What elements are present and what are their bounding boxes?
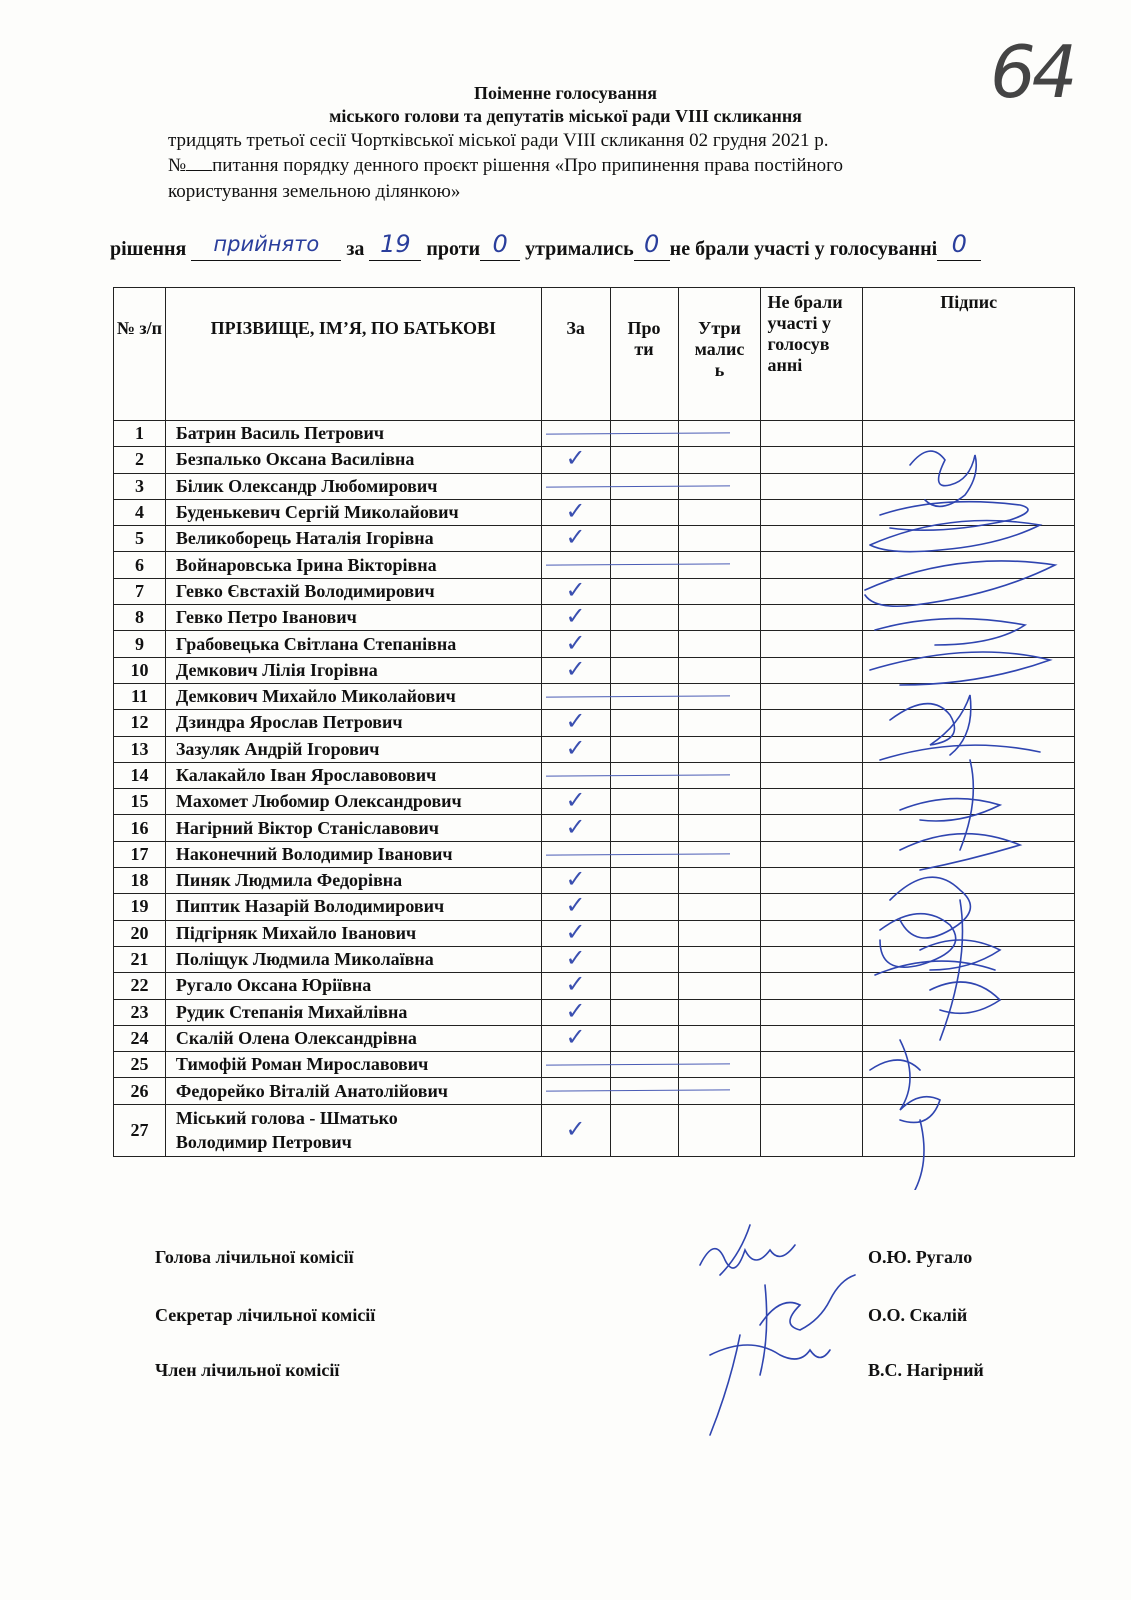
- header-signature: Підпис: [863, 288, 1075, 421]
- not-voted-cell: [761, 894, 863, 920]
- vote-for-cell: [541, 552, 610, 578]
- not-voted-cell: [761, 973, 863, 999]
- checkmark-icon: ✓: [565, 575, 586, 604]
- row-number: 8: [114, 605, 166, 631]
- not-voted-cell: [761, 841, 863, 867]
- not-voted-cell: [761, 657, 863, 683]
- vote-for-cell: [541, 917, 610, 946]
- not-voted-cell: [761, 683, 863, 709]
- checkmark-icon: ✓: [565, 602, 586, 631]
- decision-label: рішення: [110, 238, 187, 260]
- abstained-label: утримались: [525, 238, 634, 260]
- vote-against-cell: [610, 999, 678, 1025]
- checkmark-icon: ✓: [565, 865, 586, 894]
- vote-abstained-cell: [678, 552, 761, 578]
- vote-abstained-cell: [678, 578, 761, 604]
- deputy-name: Рудик Степанія Михайлівна: [165, 999, 541, 1025]
- against-count: 0: [492, 230, 508, 258]
- not-voted-cell: [761, 710, 863, 736]
- vote-against-cell: [610, 447, 678, 473]
- decision-value: прийнято: [213, 232, 320, 256]
- header-against: Про ти: [610, 288, 678, 421]
- checkmark-icon: ✓: [565, 891, 586, 920]
- row-number: 23: [114, 999, 166, 1025]
- row-number: 5: [114, 526, 166, 552]
- vote-for-cell: [541, 421, 610, 447]
- commission-signatures: [690, 1215, 860, 1445]
- not-voted-count: 0: [951, 230, 967, 258]
- deputy-name: Підгірняк Михайло Іванович: [165, 920, 541, 946]
- agenda-item-line: [168, 155, 1076, 177]
- row-number: 21: [114, 946, 166, 972]
- not-voted-cell: [761, 421, 863, 447]
- session-line: тридцять третьої сесії Чортківської міської ради VIII скликання 02 грудня 2021 р.: [168, 130, 829, 151]
- deputy-name: Скалій Олена Олександрівна: [165, 1025, 541, 1051]
- vote-for-cell: [541, 1052, 610, 1078]
- vote-for-cell: [541, 1022, 610, 1051]
- deputy-name: Гевко Петро Іванович: [165, 605, 541, 631]
- not-voted-cell: [761, 946, 863, 972]
- checkmark-icon: ✓: [565, 944, 586, 973]
- row-number: 19: [114, 894, 166, 920]
- not-voted-cell: [761, 605, 863, 631]
- vote-for-cell: [541, 1104, 610, 1156]
- chair-name: О.Ю. Ругало: [868, 1247, 973, 1267]
- vote-against-cell: [610, 552, 678, 578]
- vote-for-cell: [541, 733, 610, 762]
- checkmark-icon: ✓: [565, 707, 586, 736]
- vote-against-cell: [610, 920, 678, 946]
- vote-abstained-cell: [678, 1078, 761, 1104]
- row-number: 20: [114, 920, 166, 946]
- row-number: 6: [114, 552, 166, 578]
- deputy-name: Нагірний Віктор Станіславович: [165, 815, 541, 841]
- deputy-name: Махомет Любомир Олександрович: [165, 789, 541, 815]
- deputy-name: Великоборець Наталія Ігорівна: [165, 526, 541, 552]
- not-voted-cell: [761, 552, 863, 578]
- not-voted-cell: [761, 815, 863, 841]
- vote-for-cell: [541, 1078, 610, 1104]
- row-number: 13: [114, 736, 166, 762]
- row-number: 14: [114, 762, 166, 788]
- secretary-label: Секретар лічильної комісії: [155, 1305, 376, 1325]
- vote-for-cell: [541, 946, 610, 972]
- not-voted-cell: [761, 447, 863, 473]
- vote-for-cell: [541, 499, 610, 525]
- not-voted-label: не брали участі у голосуванні: [669, 238, 938, 260]
- row-number: 27: [114, 1104, 166, 1156]
- deputy-name: Дзиндра Ярослав Петрович: [165, 710, 541, 736]
- vote-against-cell: [610, 973, 678, 999]
- vote-for-cell: [541, 812, 610, 841]
- deputy-name: Поліщук Людмила Миколаївна: [165, 946, 541, 972]
- checkmark-icon: ✓: [565, 733, 586, 762]
- deputy-name: Наконечний Володимир Іванович: [165, 841, 541, 867]
- vote-for-cell: [541, 473, 610, 499]
- checkmark-icon: ✓: [565, 812, 586, 841]
- deputy-name: Буденькевич Сергій Миколайович: [165, 499, 541, 525]
- vote-abstained-cell: [678, 657, 761, 683]
- vote-abstained-cell: [678, 421, 761, 447]
- vote-abstained-cell: [678, 631, 761, 657]
- not-voted-cell: [761, 631, 863, 657]
- not-voted-cell: [761, 1078, 863, 1104]
- vote-abstained-cell: [678, 946, 761, 972]
- checkmark-icon: ✓: [565, 628, 586, 657]
- row-number: 15: [114, 789, 166, 815]
- row-number: 26: [114, 1078, 166, 1104]
- row-number: 3: [114, 473, 166, 499]
- row-number: 10: [114, 657, 166, 683]
- vote-for-cell: [541, 575, 610, 604]
- vote-abstained-cell: [678, 736, 761, 762]
- not-voted-cell: [761, 868, 863, 894]
- deputy-name: Батрин Василь Петрович: [165, 421, 541, 447]
- deputy-name: Міський голова - Шматько Володимир Петрович: [165, 1104, 541, 1156]
- vote-against-cell: [610, 526, 678, 552]
- vote-for-cell: [541, 444, 610, 473]
- vote-against-cell: [610, 894, 678, 920]
- row-number: 24: [114, 1025, 166, 1051]
- row-number: 12: [114, 710, 166, 736]
- row-number: 18: [114, 868, 166, 894]
- checkmark-icon: ✓: [565, 917, 586, 946]
- vote-for-cell: [541, 628, 610, 657]
- vote-against-cell: [610, 789, 678, 815]
- vote-for-cell: [541, 654, 610, 683]
- header-abstained: Утри малис ь: [678, 288, 761, 421]
- page-number: 64: [990, 30, 1074, 114]
- checkmark-icon: ✓: [565, 497, 586, 526]
- vote-for-cell: [541, 841, 610, 867]
- checkmark-icon: ✓: [565, 1022, 586, 1051]
- item-number-blank: [186, 170, 212, 171]
- deputy-name: Пиняк Людмила Федорівна: [165, 868, 541, 894]
- not-voted-cell: [761, 999, 863, 1025]
- vote-against-cell: [610, 710, 678, 736]
- header-name: ПРІЗВИЩЕ, ІМ’Я, ПО БАТЬКОВІ: [165, 288, 541, 421]
- vote-abstained-cell: [678, 499, 761, 525]
- vote-abstained-cell: [678, 1025, 761, 1051]
- deputy-name: Пиптик Назарій Володимирович: [165, 894, 541, 920]
- agenda-item-line-cont: користування земельною ділянкою»: [168, 181, 461, 202]
- checkmark-icon: ✓: [565, 996, 586, 1025]
- not-voted-cell: [761, 736, 863, 762]
- not-voted-cell: [761, 499, 863, 525]
- vote-abstained-cell: [678, 894, 761, 920]
- for-label: за: [346, 238, 365, 260]
- deputy-name: Білик Олександр Любомирович: [165, 473, 541, 499]
- vote-against-cell: [610, 605, 678, 631]
- vote-abstained-cell: [678, 973, 761, 999]
- not-voted-cell: [761, 920, 863, 946]
- row-number: 25: [114, 1052, 166, 1078]
- vote-abstained-cell: [678, 815, 761, 841]
- deputy-name: Демкович Михайло Миколайович: [165, 683, 541, 709]
- vote-for-cell: [541, 865, 610, 894]
- not-voted-cell: [761, 1104, 863, 1156]
- row-number: 11: [114, 683, 166, 709]
- deputy-name: Демкович Лілія Ігорівна: [165, 657, 541, 683]
- vote-against-cell: [610, 1025, 678, 1051]
- deputy-name: Федорейко Віталій Анатолійович: [165, 1078, 541, 1104]
- vote-for-cell: [541, 707, 610, 736]
- decision-field: [191, 232, 341, 261]
- deputy-name: Войнаровська Ірина Вікторівна: [165, 552, 541, 578]
- vote-abstained-cell: [678, 868, 761, 894]
- table-header-row: [114, 288, 1075, 421]
- vote-for-cell: [541, 970, 610, 999]
- vote-against-cell: [610, 946, 678, 972]
- vote-abstained-cell: [678, 1052, 761, 1078]
- vote-against-cell: [610, 868, 678, 894]
- for-count: 19: [380, 230, 411, 258]
- signatures-column: [860, 430, 1080, 1190]
- row-number: 16: [114, 815, 166, 841]
- not-voted-cell: [761, 578, 863, 604]
- deputy-name: Ругало Оксана Юріївна: [165, 973, 541, 999]
- vote-for-cell: [541, 996, 610, 1025]
- vote-for-cell: [541, 891, 610, 920]
- against-label: проти: [426, 238, 481, 260]
- against-field: [480, 232, 520, 261]
- secretary-name: О.О. Скалій: [868, 1305, 968, 1325]
- not-voted-cell: [761, 1052, 863, 1078]
- abstained-field: [634, 232, 670, 261]
- deputy-name: Гевко Євстахій Володимирович: [165, 578, 541, 604]
- checkmark-icon: ✓: [565, 523, 586, 552]
- vote-against-cell: [610, 657, 678, 683]
- vote-abstained-cell: [678, 526, 761, 552]
- not-voted-cell: [761, 473, 863, 499]
- vote-for-cell: [541, 602, 610, 631]
- row-number: 1: [114, 421, 166, 447]
- vote-abstained-cell: [678, 605, 761, 631]
- vote-against-cell: [610, 631, 678, 657]
- vote-abstained-cell: [678, 999, 761, 1025]
- for-field: [369, 232, 421, 261]
- vote-abstained-cell: [678, 710, 761, 736]
- not-voted-cell: [761, 1025, 863, 1051]
- row-number: 17: [114, 841, 166, 867]
- not-voted-cell: [761, 762, 863, 788]
- vote-for-cell: [541, 683, 610, 709]
- item-number-prefix: №: [168, 155, 187, 176]
- deputy-name: Грабовецька Світлана Степанівна: [165, 631, 541, 657]
- vote-against-cell: [610, 578, 678, 604]
- vote-against-cell: [610, 499, 678, 525]
- abstained-count: 0: [644, 230, 660, 258]
- vote-against-cell: [610, 736, 678, 762]
- not-voted-cell: [761, 526, 863, 552]
- chair-label: Голова лічильної комісії: [155, 1247, 354, 1267]
- row-number: 4: [114, 499, 166, 525]
- header-num: № з/п: [114, 288, 166, 421]
- checkmark-icon: ✓: [565, 786, 586, 815]
- checkmark-icon: ✓: [565, 654, 586, 683]
- vote-for-cell: [541, 762, 610, 788]
- vote-result-row: [110, 232, 981, 261]
- deputy-name: Калакайло Іван Ярославовович: [165, 762, 541, 788]
- vote-abstained-cell: [678, 920, 761, 946]
- vote-for-cell: [541, 523, 610, 552]
- document-subtitle: міського голови та депутатів міської ради VIII скликання: [329, 106, 802, 126]
- document-title: Поіменне голосування: [473, 83, 658, 103]
- member-label: Член лічильної комісії: [155, 1360, 340, 1380]
- row-number: 7: [114, 578, 166, 604]
- vote-abstained-cell: [678, 789, 761, 815]
- header-for: За: [541, 288, 610, 421]
- checkmark-icon: ✓: [565, 970, 586, 999]
- row-number: 22: [114, 973, 166, 999]
- not-voted-field: [937, 232, 981, 261]
- deputy-name: Зазуляк Андрій Ігорович: [165, 736, 541, 762]
- vote-abstained-cell: [678, 447, 761, 473]
- checkmark-icon: ✓: [565, 444, 586, 473]
- not-voted-cell: [761, 789, 863, 815]
- row-number: 9: [114, 631, 166, 657]
- vote-for-cell: [541, 786, 610, 815]
- header-not-voted: Не брали участі у голосув анні: [761, 288, 863, 421]
- checkmark-icon: ✓: [565, 1114, 586, 1143]
- vote-against-cell: [610, 815, 678, 841]
- deputy-name: Безпалько Оксана Василівна: [165, 447, 541, 473]
- agenda-item-text: питання порядку денного проєкт рішення «Про припинення права постійного: [212, 155, 843, 176]
- vote-abstained-cell: [678, 1104, 761, 1156]
- row-number: 2: [114, 447, 166, 473]
- deputy-name: Тимофій Роман Мирославович: [165, 1052, 541, 1078]
- vote-against-cell: [610, 1104, 678, 1156]
- member-name: В.С. Нагірний: [868, 1360, 984, 1380]
